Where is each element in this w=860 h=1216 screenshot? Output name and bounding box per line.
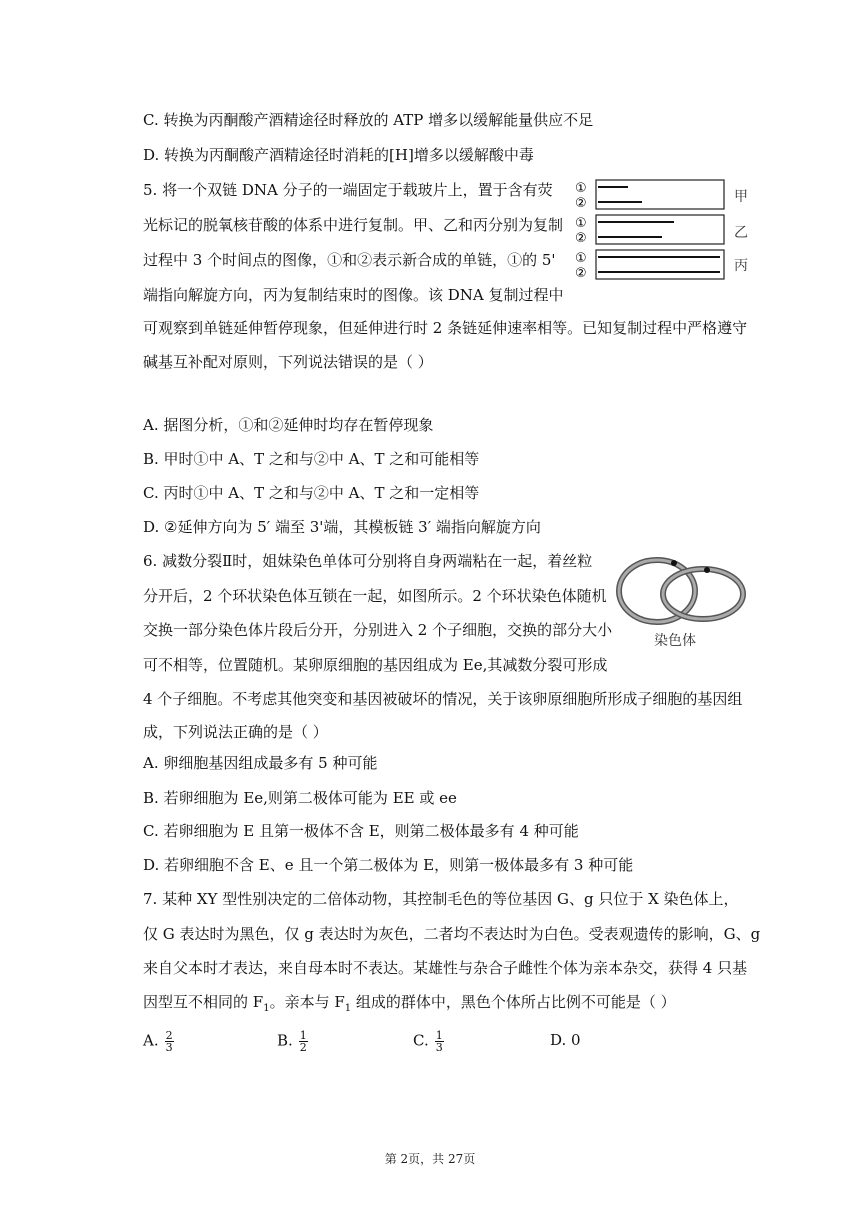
q6-option-b: B. 若卵细胞为 Ee,则第二极体可能为 EE 或 ee xyxy=(143,789,457,807)
q5-option-c: C. 丙时①中 A、T 之和与②中 A、T 之和一定相等 xyxy=(143,484,480,502)
q4-option-d: D. 转换为丙酮酸产酒精途径时消耗的[H]增多以缓解酸中毒 xyxy=(143,146,534,164)
q7-stem-line-4: 因型互不相同的 $F_1$。亲本与 $F_1$ 组成的群体中，黑色个体所占比例不可能是（ ） xyxy=(143,993,676,1014)
page-footer: 第 2页，共 27页 xyxy=(384,1152,476,1166)
q5-stem-line-5: 可观察到单链延伸暂停现象，但延伸进行时 2 条链延伸速率相等。已知复制过程中严格遵守 xyxy=(143,319,748,337)
centromere-dot xyxy=(671,560,677,566)
q7-stem-line-3: 来自父本时才表达，来自母本时不表达。某雄性与杂合子雌性个体为亲本杂交，获得 4 只基 xyxy=(143,959,748,977)
q7-option-a: A. $\frac{2}{3}$ xyxy=(143,1029,173,1054)
q5-stem-line-2: 光标记的脱氧核苷酸的体系中进行复制。甲、乙和丙分别为复制 xyxy=(143,216,564,234)
q7-option-b: B. $\frac{1}{2}$ xyxy=(277,1029,307,1054)
q6-stem-line-5: 4 个子细胞。不考虑其他突变和基因被破坏的情况，关于该卵原细胞所形成子细胞的基因组 xyxy=(143,690,743,708)
fraction: $\frac{1}{3}$ xyxy=(435,1029,443,1054)
strand-2-label-yi: ② xyxy=(575,231,587,246)
q7-stem-line-1: 7. 某种 XY 型性别决定的二倍体动物，其控制毛色的等位基因 G、g 只位于 X 染色体上， xyxy=(143,890,739,908)
chromosome-label: 染色体 xyxy=(654,633,696,649)
label-bing: 丙 xyxy=(734,258,748,274)
q6-option-d: D. 若卵细胞不含 E、e 且一个第二极体为 E，则第一极体最多有 3 种可能 xyxy=(143,856,634,874)
strand-2-label-jia: ② xyxy=(575,196,587,211)
q5-option-a: A. 据图分析，①和②延伸时均存在暂停现象 xyxy=(143,416,434,434)
q5-stem-line-1: 5. 将一个双链 DNA 分子的一端固定于载玻片上，置于含有荧 xyxy=(143,181,553,199)
q7-option-d: D. 0 xyxy=(550,1031,581,1049)
fraction: $\frac{2}{3}$ xyxy=(165,1029,173,1054)
q6-option-a: A. 卵细胞基因组成最多有 5 种可能 xyxy=(143,754,378,772)
strand-1-label-bing: ① xyxy=(575,251,587,266)
fraction: $\frac{1}{2}$ xyxy=(299,1029,307,1054)
centromere-dot xyxy=(704,567,710,573)
strand-1-label-jia: ① xyxy=(575,181,587,196)
ring-chromosome-figure xyxy=(612,553,752,653)
q5-option-b: B. 甲时①中 A、T 之和与②中 A、T 之和可能相等 xyxy=(143,450,480,468)
strand-2-label-bing: ② xyxy=(575,266,587,281)
q6-option-c: C. 若卵细胞为 E 且第一极体不含 E，则第二极体最多有 4 种可能 xyxy=(143,822,579,840)
q5-option-d: D. ②延伸方向为 5′ 端至 3'端，其模板链 3′ 端指向解旋方向 xyxy=(143,518,541,536)
strand-1-label-yi: ① xyxy=(575,216,587,231)
q7-option-c: C. $\frac{1}{3}$ xyxy=(413,1029,443,1054)
label-yi: 乙 xyxy=(734,225,748,241)
q6-stem-line-3: 交换一部分染色体片段后分开，分别进入 2 个子细胞，交换的部分大小 xyxy=(143,621,613,639)
q5-stem-line-6: 碱基互补配对原则，下列说法错误的是（ ） xyxy=(143,353,433,371)
dna-replication-figure xyxy=(572,177,762,282)
q6-stem-line-6: 成，下列说法正确的是（ ） xyxy=(143,723,328,741)
q6-stem-line-1: 6. 减数分裂Ⅱ时，姐妹染色单体可分别将自身两端粘在一起，着丝粒 xyxy=(143,552,593,570)
q5-stem-line-3: 过程中 3 个时间点的图像，①和②表示新合成的单链，①的 5' xyxy=(143,251,556,269)
label-jia: 甲 xyxy=(734,189,748,205)
q7-stem-line-2: 仅 G 表达时为黑色，仅 g 表达时为灰色，二者均不表达时为白色。受表观遗传的影响，G、g xyxy=(143,925,761,943)
q4-option-c: C. 转换为丙酮酸产酒精途径时释放的 ATP 增多以缓解能量供应不足 xyxy=(143,111,594,129)
q5-stem-line-4: 端指向解旋方向，丙为复制结束时的图像。该 DNA 复制过程中 xyxy=(143,286,564,304)
q6-stem-line-2: 分开后，2 个环状染色体互锁在一起，如图所示。2 个环状染色体随机 xyxy=(143,587,607,605)
q6-stem-line-4: 可不相等，位置随机。某卵原细胞的基因组成为 Ee,其减数分裂可形成 xyxy=(143,656,608,674)
